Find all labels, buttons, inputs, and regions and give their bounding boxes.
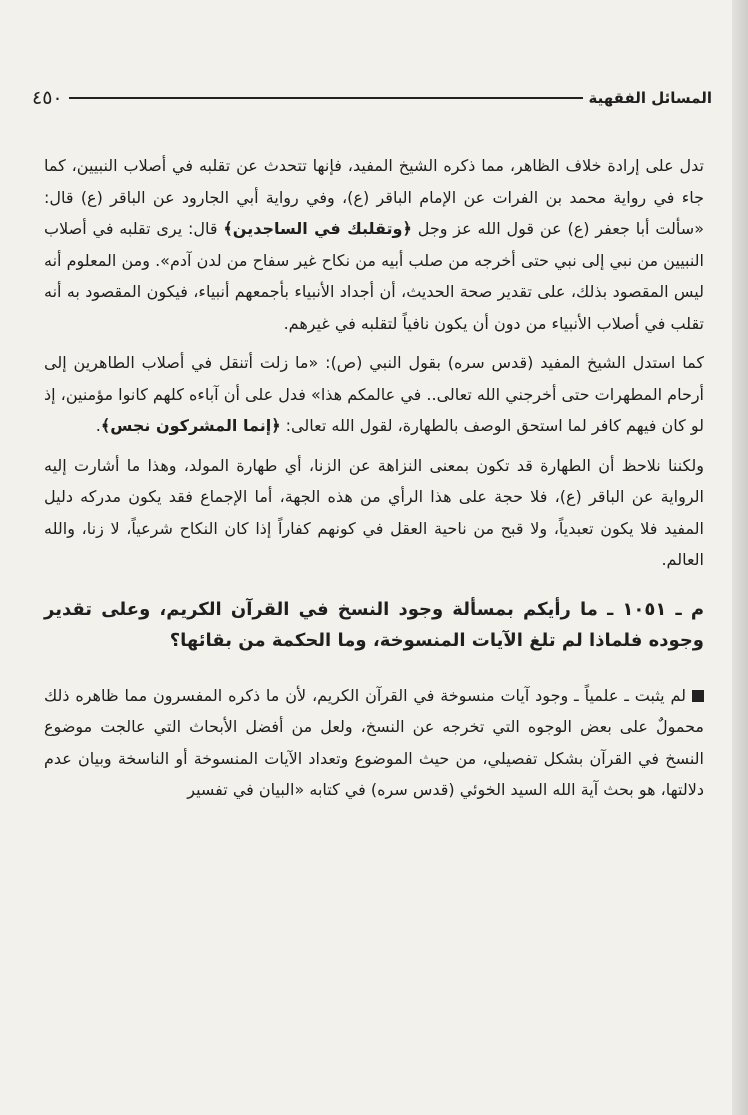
paragraph-2-text-b: .: [95, 416, 101, 435]
book-title: المسائل الفقهية: [588, 89, 712, 107]
paragraph-3: ولكننا نلاحظ أن الطهارة قد تكون بمعنى النزاهة عن الزنا، أي طهارة المولد، وهذا ما أشارت إليه الرواية عن الباقر (ع)، فلا حجة على هذا الرأي من هذه الجهة، أما الإجماع فقد يكون مدركه دليل المفيد فلا يكون تعبدياً، ولا قبح من ناحية العقل في كونهم كفاراً إذا كان النكاح شرعياً، لا زنا، والله العالم.: [44, 455, 704, 569]
paragraph-1-text-b: قال: يرى تقلبه في أصلاب النبيين من نبي إلى نبي حتى أخرجه من صلب أبيه من نكاح غير سفاح من لدن آدم». ومن المعلوم أنه ليس المقصود بذلك، على تقدير صحة الحديث، أن أجداد الأنبياء بأجمعهم أنبياء، فيكون المقصود به أنه تقلب في أصلاب الأنبياء من دون أن يكون نافياً لتقلبه في غيرهم.: [44, 219, 704, 333]
page-edge: [732, 0, 748, 1115]
answer-text: لم يثبت ـ علمياً ـ وجود آيات منسوخة في القرآن الكريم، لأن ما ذكره المفسرون مما ظاهره ذلك محمولٌ على بعض الوجوه التي تخرجه عن النسخ، ولعل من أفضل الأبحاث التي عالجت موضوع النسخ في القرآن بشكل تفصيلي، من حيث الموضوع وتعداد الآيات المنسوخة أو الناسخة وبيان عدم دلالتها، هو بحث آية الله السيد الخوئي (قدس سره) في كتابه «البيان في تفسير: [44, 685, 704, 799]
page-content: [44, 150, 704, 806]
quran-verse-2: ﴿إنما المشركون نجس﴾: [100, 416, 281, 435]
question-number: م ـ ١٠٥١ ـ: [607, 598, 705, 620]
question-text: ما رأيكم بمسألة وجود النسخ في القرآن الكريم، وعلى تقدير وجوده فلماذا لم تلغ الآيات المنسوخة، وما الحكمة من بقائها؟: [44, 598, 704, 651]
page-header: [32, 78, 712, 118]
paragraph-2-text-a: كما استدل الشيخ المفيد (قدس سره) بقول النبي (ص): «ما زلت أتنقل في أصلاب الطاهرين إلى أرحام المطهرات حتى أخرجني الله تعالى.. في عالمكم هذا» فدل على أن آباءه كلهم كانوا مؤمنين، إذ لو كان فيهم كافر لما استحق الوصف بالطهارة، لقول الله تعالى:: [44, 353, 704, 435]
paragraph-2: [44, 347, 704, 442]
quran-verse-1: ﴿وتقلبك في الساجدين﴾: [223, 219, 412, 238]
answer-square-icon: [692, 690, 704, 702]
answer-paragraph: [44, 680, 704, 806]
paragraph-1-text-a: تدل على إرادة خلاف الظاهر، مما ذكره الشيخ المفيد، فإنها تتحدث عن تقلبه في أصلاب النبيين، كما جاء في رواية محمد بن الفرات عن الإمام الباقر (ع)، وفي رواية أبي الجارود عن الباقر (ع) قال: «سألت أبا جعفر (ع) عن قول الله عز وجل: [44, 156, 704, 238]
question-heading: [44, 594, 704, 656]
page-number: ٤٥٠: [32, 87, 63, 109]
paragraph-1: [44, 150, 704, 339]
header-rule: [69, 97, 583, 99]
